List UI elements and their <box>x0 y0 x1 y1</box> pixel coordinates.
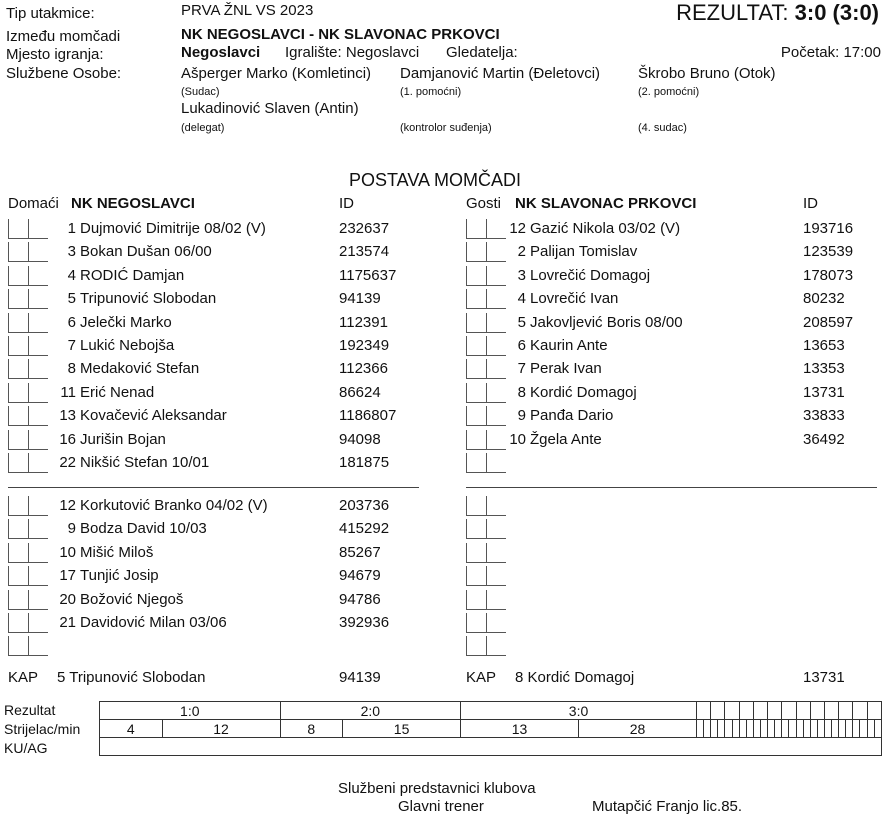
home-team-name: NK NEGOSLAVCI <box>71 195 195 212</box>
official-role: (delegat) <box>181 122 225 134</box>
player-id: 86624 <box>339 383 381 401</box>
player-name: Tripunović Slobodan <box>80 290 217 308</box>
check-box[interactable] <box>466 590 486 610</box>
check-box[interactable] <box>28 383 48 403</box>
check-box[interactable] <box>28 313 48 333</box>
player-number: 10 <box>509 430 526 448</box>
player-number: 3 <box>517 266 526 284</box>
player-name: Kordić Domagoj <box>530 383 637 401</box>
check-box[interactable] <box>8 242 28 262</box>
scorer-cell <box>746 720 753 738</box>
scorer-cell <box>753 720 760 738</box>
scorer-cell: 28 <box>579 720 697 738</box>
player-id: 213574 <box>339 243 390 261</box>
away-kap-label: KAP <box>466 669 497 686</box>
check-box[interactable] <box>28 636 48 656</box>
check-box[interactable] <box>466 266 486 286</box>
check-box[interactable] <box>28 430 48 450</box>
scorer-cell <box>796 720 803 738</box>
scorer-cell <box>696 720 703 738</box>
player-number: 6 <box>517 337 526 354</box>
check-box[interactable] <box>28 453 48 473</box>
player-number: 20 <box>59 590 76 608</box>
player-name: Bodza David 10/03 <box>80 520 207 538</box>
check-box[interactable] <box>8 336 28 356</box>
home-kap-name: Tripunović Slobodan <box>69 669 206 686</box>
home-side-label: Domaći <box>8 195 59 212</box>
scorer-cell: 15 <box>343 720 461 738</box>
izmedu-value: NK NEGOSLAVCI - NK SLAVONAC PRKOVCI <box>181 26 500 43</box>
player-name: Erić Nenad <box>80 383 155 401</box>
scorer-cell <box>824 720 831 738</box>
player-name: RODIĆ Damjan <box>80 266 185 284</box>
scorer-cell <box>846 720 853 738</box>
result-cell <box>739 702 753 720</box>
player-number: 17 <box>59 567 76 585</box>
player-name: Perak Ivan <box>530 360 602 378</box>
official-role: (kontrolor suđenja) <box>400 122 492 134</box>
scorer-cell <box>839 720 846 738</box>
player-id: 85267 <box>339 543 381 561</box>
check-box[interactable] <box>8 566 28 586</box>
check-box[interactable] <box>8 430 28 450</box>
player-number: 21 <box>59 614 76 631</box>
row-label-strijelac: Strijelac/min <box>4 721 81 737</box>
player-id: 13731 <box>803 383 845 401</box>
scorer-cell <box>860 720 867 738</box>
mjesto-label: Mjesto igranja: <box>6 46 104 63</box>
check-box[interactable] <box>28 242 48 262</box>
trener-label: Glavni trener <box>398 798 484 815</box>
player-number: 12 <box>59 497 76 514</box>
official-role: (Sudac) <box>181 86 220 98</box>
check-box[interactable] <box>8 313 28 333</box>
check-box[interactable] <box>466 519 486 539</box>
check-box[interactable] <box>8 519 28 539</box>
trener-name: Mutapčić Franjo lic.85. <box>592 798 743 815</box>
scorer-cell <box>704 720 711 738</box>
rezultat-label: REZULTAT: <box>676 0 789 25</box>
player-id: 415292 <box>339 520 390 538</box>
home-kap-label: KAP <box>8 669 39 686</box>
scorer-cell: 12 <box>162 720 280 738</box>
check-box[interactable] <box>486 453 506 473</box>
scorer-cell <box>853 720 860 738</box>
player-name: Lovrečić Ivan <box>530 290 619 308</box>
scorer-cell <box>789 720 796 738</box>
check-box[interactable] <box>466 636 486 656</box>
check-box[interactable] <box>8 219 28 239</box>
player-name: Nikšić Stefan 10/01 <box>80 454 210 471</box>
player-id: 203736 <box>339 497 390 514</box>
player-id: 13353 <box>803 360 845 378</box>
player-number: 16 <box>59 430 76 448</box>
player-number: 4 <box>67 266 76 284</box>
player-name: Panđa Dario <box>530 407 614 425</box>
kuag-cell <box>100 738 882 756</box>
result-cell <box>753 702 767 720</box>
scorer-cell <box>725 720 732 738</box>
check-box[interactable] <box>28 613 48 633</box>
player-name: Jurišin Bojan <box>80 430 166 448</box>
check-box[interactable] <box>486 566 506 586</box>
score-table <box>99 701 882 756</box>
check-box[interactable] <box>486 496 506 516</box>
scorer-cell <box>760 720 767 738</box>
scorer-cell <box>832 720 839 738</box>
player-number: 13 <box>59 407 76 425</box>
scorer-cell <box>782 720 789 738</box>
check-box[interactable] <box>28 359 48 379</box>
rezultat-heading <box>676 0 879 26</box>
player-id: 112391 <box>339 313 388 331</box>
player-name: Lovrečić Domagoj <box>530 266 651 284</box>
player-id: 112366 <box>339 360 388 378</box>
row-label-kuag: KU/AG <box>4 740 48 756</box>
result-cell: 1:0 <box>100 702 281 720</box>
check-box[interactable] <box>466 219 486 239</box>
izmedu-label: Između momčadi <box>6 28 121 45</box>
check-box[interactable] <box>28 289 48 309</box>
player-id: 94786 <box>339 590 381 608</box>
player-number: 12 <box>509 220 526 237</box>
player-name: Bokan Dušan 06/00 <box>80 243 212 261</box>
home-kap-player <box>57 669 205 686</box>
gledatelja: Gledatelja: <box>446 44 518 61</box>
check-box[interactable] <box>28 406 48 426</box>
scorer-cell <box>810 720 817 738</box>
check-box[interactable] <box>28 266 48 286</box>
player-id: 80232 <box>803 290 845 308</box>
away-kap-name: Kordić Domagoj <box>527 669 635 686</box>
official-name: Ašperger Marko (Komletinci) <box>181 65 372 82</box>
player-id: 192349 <box>339 337 390 354</box>
scorer-cell <box>739 720 746 738</box>
player-id: 178073 <box>803 266 854 284</box>
check-box[interactable] <box>8 636 28 656</box>
player-name: Medaković Stefan <box>80 360 200 378</box>
check-box[interactable] <box>466 453 486 473</box>
official-name: Lukadinović Slaven (Antin) <box>181 100 359 117</box>
check-box[interactable] <box>28 219 48 239</box>
result-cell <box>839 702 853 720</box>
check-box[interactable] <box>8 613 28 633</box>
player-id: 36492 <box>803 430 845 448</box>
player-id: 13653 <box>803 337 845 354</box>
player-number: 8 <box>67 360 76 378</box>
player-number: 4 <box>517 290 526 308</box>
player-number: 5 <box>517 313 526 331</box>
home-id-label: ID <box>339 195 354 212</box>
player-id: 1186807 <box>339 407 397 425</box>
player-id: 392936 <box>339 614 390 631</box>
check-box[interactable] <box>28 566 48 586</box>
result-cell <box>810 702 824 720</box>
result-cell <box>696 702 710 720</box>
player-id: 208597 <box>803 313 854 331</box>
check-box[interactable] <box>466 336 486 356</box>
check-box[interactable] <box>466 406 486 426</box>
away-side-label: Gosti <box>466 195 502 212</box>
check-box[interactable] <box>8 543 28 563</box>
player-name: Kaurin Ante <box>530 337 608 354</box>
away-team-name: NK SLAVONAC PRKOVCI <box>515 195 697 212</box>
check-box[interactable] <box>486 543 506 563</box>
official-name: Damjanović Martin (Đeletovci) <box>400 65 601 82</box>
check-box[interactable] <box>466 383 486 403</box>
player-id: 193716 <box>803 220 854 237</box>
tip-label: Tip utakmice: <box>6 5 95 22</box>
check-box[interactable] <box>486 613 506 633</box>
home-kap-id: 94139 <box>339 669 381 686</box>
player-name: Korkutović Branko 04/02 (V) <box>80 497 268 514</box>
player-number: 11 <box>60 383 76 401</box>
check-box[interactable] <box>8 383 28 403</box>
check-box[interactable] <box>8 453 28 473</box>
official-role: (2. pomoćni) <box>638 86 700 98</box>
pocetak: Početak: 17:00 <box>780 44 881 61</box>
player-id: 94139 <box>339 290 381 308</box>
player-number: 10 <box>59 543 76 561</box>
away-kap-id: 13731 <box>803 669 845 686</box>
check-box[interactable] <box>8 406 28 426</box>
result-cell <box>867 702 881 720</box>
player-number: 9 <box>67 520 76 538</box>
postava-title: POSTAVA MOMČADI <box>349 170 522 190</box>
player-number: 6 <box>67 313 76 331</box>
scorer-cell <box>711 720 718 738</box>
result-cell <box>711 702 725 720</box>
osobe-label: Službene Osobe: <box>6 65 122 82</box>
result-cell <box>824 702 838 720</box>
away-id-label: ID <box>803 195 818 212</box>
check-box[interactable] <box>466 430 486 450</box>
check-box[interactable] <box>28 336 48 356</box>
scorer-cell <box>775 720 782 738</box>
player-id: 181875 <box>339 454 390 471</box>
check-box[interactable] <box>466 566 486 586</box>
scorer-cell <box>874 720 881 738</box>
check-box[interactable] <box>8 289 28 309</box>
player-id: 94098 <box>339 430 381 448</box>
result-cell: 3:0 <box>461 702 697 720</box>
mjesto-value: Negoslavci <box>181 44 261 61</box>
check-box[interactable] <box>8 359 28 379</box>
tip-value: PRVA ŽNL VS 2023 <box>181 2 314 19</box>
player-name: Tunjić Josip <box>80 567 159 585</box>
away-kap-player <box>515 669 634 686</box>
result-cell <box>796 702 810 720</box>
result-cell: 2:0 <box>280 702 461 720</box>
player-number: 8 <box>517 383 526 401</box>
player-name: Davidović Milan 03/06 <box>80 614 227 631</box>
player-name: Kovačević Aleksandar <box>80 407 227 425</box>
check-box[interactable] <box>466 242 486 262</box>
player-name: Žgela Ante <box>530 430 602 448</box>
check-box[interactable] <box>466 359 486 379</box>
scorer-cell <box>803 720 810 738</box>
check-box[interactable] <box>466 496 486 516</box>
player-name: Jakovljević Boris 08/00 <box>530 313 683 331</box>
player-name: Jelečki Marko <box>80 313 172 331</box>
player-name: Dujmović Dimitrije 08/02 (V) <box>80 220 266 237</box>
check-box[interactable] <box>466 543 486 563</box>
player-id: 1175637 <box>339 266 397 284</box>
igraliste: Igralište: Negoslavci <box>285 44 420 61</box>
result-cell <box>768 702 782 720</box>
scorer-cell: 13 <box>461 720 579 738</box>
result-cell <box>782 702 796 720</box>
player-number: 22 <box>59 454 76 471</box>
home-kap-no: 5 <box>57 669 66 686</box>
player-name: Gazić Nikola 03/02 (V) <box>530 220 681 237</box>
result-cell <box>853 702 867 720</box>
check-box[interactable] <box>8 590 28 610</box>
check-box[interactable] <box>8 266 28 286</box>
predstavnici-title: Službeni predstavnici klubova <box>338 780 536 797</box>
player-name: Lukić Nebojša <box>80 337 175 354</box>
player-number: 3 <box>67 243 76 261</box>
scorer-cell <box>867 720 874 738</box>
player-name: Božović Njegoš <box>80 590 184 608</box>
official-role: (1. pomoćni) <box>400 86 462 98</box>
home-divider <box>8 487 419 488</box>
official-name: Škrobo Bruno (Otok) <box>638 65 776 82</box>
scorer-cell: 4 <box>100 720 163 738</box>
check-box[interactable] <box>28 519 48 539</box>
row-label-rezultat: Rezultat <box>4 702 56 718</box>
check-box[interactable] <box>28 590 48 610</box>
player-number: 5 <box>67 290 76 308</box>
player-number: 2 <box>517 243 526 261</box>
player-id: 232637 <box>339 220 390 237</box>
player-name: Palijan Tomislav <box>530 243 638 261</box>
player-id: 123539 <box>803 243 854 261</box>
check-box[interactable] <box>466 613 486 633</box>
check-box[interactable] <box>28 543 48 563</box>
official-role: (4. sudac) <box>638 122 687 134</box>
scorer-cell <box>768 720 775 738</box>
away-kap-no: 8 <box>515 669 524 686</box>
check-box[interactable] <box>486 636 506 656</box>
player-id: 33833 <box>803 407 845 425</box>
player-number: 1 <box>67 220 76 237</box>
check-box[interactable] <box>466 289 486 309</box>
check-box[interactable] <box>486 519 506 539</box>
scorer-cell <box>718 720 725 738</box>
check-box[interactable] <box>28 496 48 516</box>
scorer-cell <box>732 720 739 738</box>
result-cell <box>725 702 739 720</box>
player-id: 94679 <box>339 567 381 585</box>
player-name: Mišić Miloš <box>80 543 154 561</box>
check-box[interactable] <box>466 313 486 333</box>
away-divider <box>466 487 877 488</box>
scorer-cell: 8 <box>280 720 343 738</box>
check-box[interactable] <box>486 590 506 610</box>
player-number: 7 <box>517 360 526 378</box>
check-box[interactable] <box>8 496 28 516</box>
player-number: 7 <box>67 337 76 354</box>
rezultat-value: 3:0 (3:0) <box>794 0 879 25</box>
scorer-cell <box>817 720 824 738</box>
player-number: 9 <box>517 407 526 425</box>
